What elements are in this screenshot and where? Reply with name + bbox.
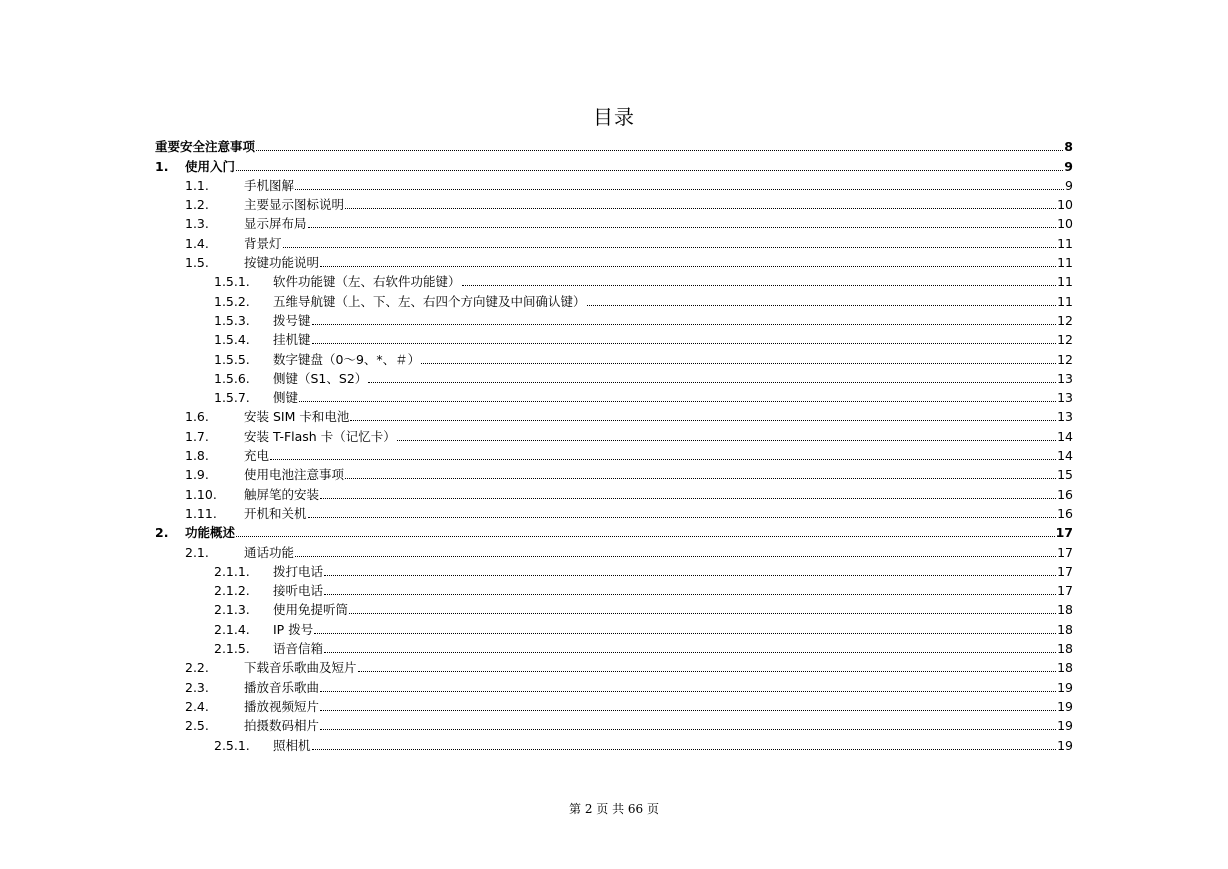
toc-entry-title: 安装 SIM 卡和电池: [244, 409, 350, 425]
dot-leader: [345, 477, 1056, 479]
toc-entry-title: 五维导航键（上、下、左、右四个方向键及中间确认键）: [273, 293, 586, 309]
toc-entry[interactable]: [155, 213, 1073, 232]
table-of-contents: [155, 136, 1073, 754]
toc-entry-page: 19: [1057, 737, 1073, 753]
toc-entry-number: 1.5.7.: [214, 390, 250, 406]
toc-entry[interactable]: [155, 232, 1073, 251]
toc-entry-title: 侧键（S1、S2）: [273, 370, 368, 386]
toc-entry-page: 13: [1057, 390, 1073, 406]
toc-entry-title: 下载音乐歌曲及短片: [244, 660, 357, 676]
toc-entry[interactable]: [155, 406, 1073, 425]
toc-entry-title: 开机和关机: [244, 505, 307, 521]
dot-leader: [312, 323, 1057, 325]
toc-entry[interactable]: [155, 676, 1073, 695]
toc-entry-title: 拨号键: [273, 312, 311, 328]
toc-entry-title: 拨打电话: [273, 563, 324, 579]
toc-entry-title: 触屏笔的安装: [244, 486, 320, 502]
toc-entry[interactable]: [155, 541, 1073, 560]
toc-entry[interactable]: [155, 657, 1073, 676]
toc-entry-number: 1.5.6.: [214, 370, 250, 386]
toc-entry-number: 2.: [155, 525, 169, 541]
dot-leader: [421, 362, 1056, 364]
toc-entry-number: 2.1.3.: [214, 602, 250, 618]
toc-entry-title: 语音信箱: [273, 641, 324, 657]
dot-leader: [462, 284, 1057, 286]
dot-leader: [270, 458, 1056, 460]
toc-entry-number: 1.3.: [185, 216, 209, 232]
toc-entry-title: 通话功能: [244, 544, 295, 560]
toc-entry[interactable]: [155, 561, 1073, 580]
toc-entry-page: 14: [1057, 428, 1073, 444]
toc-entry-number: 1.5.3.: [214, 312, 250, 328]
toc-entry-page: 12: [1057, 351, 1073, 367]
toc-entry-page: 13: [1057, 409, 1073, 425]
toc-entry[interactable]: [155, 194, 1073, 213]
toc-entry-page: 11: [1057, 255, 1073, 271]
toc-entry-number: 2.1.1.: [214, 563, 250, 579]
dot-leader: [358, 670, 1057, 672]
toc-entry-page: 19: [1057, 698, 1073, 714]
toc-entry-number: 1.2.: [185, 197, 209, 213]
toc-entry-title: 拍摄数码相片: [244, 718, 320, 734]
dot-leader: [350, 419, 1056, 421]
toc-entry-number: 1.4.: [185, 235, 209, 251]
toc-entry-title: 重要安全注意事项: [155, 139, 256, 155]
dot-leader: [397, 439, 1056, 441]
toc-entry-page: 17: [1055, 525, 1073, 541]
toc-entry-page: 16: [1057, 486, 1073, 502]
toc-entry[interactable]: [155, 348, 1073, 367]
toc-entry[interactable]: [155, 696, 1073, 715]
toc-entry[interactable]: [155, 483, 1073, 502]
toc-entry[interactable]: [155, 715, 1073, 734]
toc-entry-page: 18: [1057, 602, 1073, 618]
toc-entry[interactable]: [155, 155, 1073, 174]
toc-entry-number: 2.1.4.: [214, 621, 250, 637]
dot-leader: [308, 516, 1057, 518]
toc-entry-page: 12: [1057, 312, 1073, 328]
toc-entry-page: 11: [1057, 293, 1073, 309]
toc-entry-page: 17: [1057, 583, 1073, 599]
toc-entry-number: 1.5.4.: [214, 332, 250, 348]
dot-leader: [312, 748, 1057, 750]
toc-entry-page: 14: [1057, 448, 1073, 464]
toc-entry-title: 手机图解: [244, 177, 295, 193]
toc-entry-number: 1.1.: [185, 177, 209, 193]
toc-entry-title: 显示屏布局: [244, 216, 307, 232]
dot-leader: [320, 690, 1056, 692]
toc-entry-title: 侧键: [273, 390, 299, 406]
toc-entry[interactable]: [155, 522, 1073, 541]
toc-entry-title: 主要显示图标说明: [244, 197, 345, 213]
dot-leader: [320, 709, 1056, 711]
toc-entry-page: 18: [1057, 660, 1073, 676]
toc-entry[interactable]: [155, 136, 1073, 155]
dot-leader: [236, 169, 1063, 171]
dot-leader: [324, 593, 1056, 595]
toc-entry-title: 播放音乐歌曲: [244, 679, 320, 695]
toc-entry-page: 17: [1057, 544, 1073, 560]
dot-leader: [587, 304, 1057, 306]
toc-entry-number: 1.7.: [185, 428, 209, 444]
toc-entry-number: 2.1.: [185, 544, 209, 560]
dot-leader: [308, 226, 1057, 228]
toc-entry-number: 2.1.5.: [214, 641, 250, 657]
toc-entry[interactable]: [155, 503, 1073, 522]
dot-leader: [324, 574, 1056, 576]
toc-entry-title: 播放视频短片: [244, 698, 320, 714]
dot-leader: [324, 651, 1056, 653]
toc-entry-page: 16: [1057, 505, 1073, 521]
toc-entry-number: 2.1.2.: [214, 583, 250, 599]
toc-entry-title: 按键功能说明: [244, 255, 320, 271]
toc-entry[interactable]: [155, 368, 1073, 387]
dot-leader: [368, 381, 1056, 383]
toc-entry-page: 18: [1057, 621, 1073, 637]
toc-entry-page: 13: [1057, 370, 1073, 386]
dot-leader: [320, 497, 1056, 499]
toc-entry-number: 2.5.: [185, 718, 209, 734]
toc-entry-title: 背景灯: [244, 235, 282, 251]
toc-entry-page: 17: [1057, 563, 1073, 579]
dot-leader: [236, 535, 1055, 537]
toc-entry-number: 1.11.: [185, 505, 217, 521]
toc-entry[interactable]: [155, 271, 1073, 290]
toc-entry[interactable]: [155, 387, 1073, 406]
toc-entry-page: 12: [1057, 332, 1073, 348]
toc-entry-page: 9: [1064, 158, 1073, 174]
toc-entry-title: 功能概述: [185, 525, 236, 541]
toc-entry[interactable]: [155, 638, 1073, 657]
toc-entry[interactable]: [155, 175, 1073, 194]
toc-entry-title: 使用免提听筒: [273, 602, 349, 618]
toc-entry-number: 2.4.: [185, 698, 209, 714]
toc-entry-title: 软件功能键（左、右软件功能键）: [273, 274, 461, 290]
toc-entry-page: 15: [1057, 467, 1073, 483]
dot-leader: [256, 149, 1063, 151]
toc-entry-number: 1.5.5.: [214, 351, 250, 367]
toc-entry-number: 1.5.1.: [214, 274, 250, 290]
toc-entry-title: IP 拨号: [273, 621, 314, 637]
toc-entry-page: 10: [1057, 197, 1073, 213]
toc-entry[interactable]: [155, 734, 1073, 753]
toc-entry[interactable]: [155, 464, 1073, 483]
toc-entry-number: 1.6.: [185, 409, 209, 425]
dot-leader: [320, 265, 1056, 267]
dot-leader: [320, 728, 1056, 730]
toc-entry-number: 1.8.: [185, 448, 209, 464]
toc-entry-number: 2.2.: [185, 660, 209, 676]
toc-entry-page: 8: [1064, 139, 1073, 155]
toc-entry-title: 使用入门: [185, 158, 236, 174]
toc-entry-title: 照相机: [273, 737, 311, 753]
toc-entry[interactable]: [155, 252, 1073, 271]
dot-leader: [312, 342, 1057, 344]
dot-leader: [299, 400, 1056, 402]
toc-entry-page: 11: [1057, 235, 1073, 251]
toc-entry-number: 1.10.: [185, 486, 217, 502]
toc-entry-number: 1.5.2.: [214, 293, 250, 309]
toc-entry-number: 2.5.1.: [214, 737, 250, 753]
page-footer: 第 2 页 共 66 页: [569, 802, 659, 816]
toc-entry[interactable]: [155, 599, 1073, 618]
toc-entry[interactable]: [155, 425, 1073, 444]
toc-entry-page: 11: [1057, 274, 1073, 290]
dot-leader: [345, 207, 1056, 209]
toc-entry-title: 使用电池注意事项: [244, 467, 345, 483]
toc-entry-page: 9: [1065, 177, 1073, 193]
toc-entry[interactable]: [155, 618, 1073, 637]
toc-entry[interactable]: [155, 310, 1073, 329]
toc-entry-number: 2.3.: [185, 679, 209, 695]
toc-entry-title: 数字键盘（0～9、*、＃）: [273, 351, 421, 367]
toc-entry-page: 18: [1057, 641, 1073, 657]
toc-entry-title: 充电: [244, 448, 270, 464]
toc-entry-title: 挂机键: [273, 332, 311, 348]
dot-leader: [283, 246, 1057, 248]
toc-entry-title: 接听电话: [273, 583, 324, 599]
toc-entry[interactable]: [155, 329, 1073, 348]
toc-entry[interactable]: [155, 445, 1073, 464]
toc-entry-page: 19: [1057, 679, 1073, 695]
toc-entry-page: 19: [1057, 718, 1073, 734]
toc-entry-number: 1.9.: [185, 467, 209, 483]
dot-leader: [349, 612, 1056, 614]
dot-leader: [295, 555, 1056, 557]
toc-entry-number: 1.: [155, 158, 169, 174]
dot-leader: [295, 188, 1064, 190]
page-title: 目录: [593, 105, 635, 129]
toc-entry[interactable]: [155, 290, 1073, 309]
toc-entry-page: 10: [1057, 216, 1073, 232]
toc-entry-title: 安装 T-Flash 卡（记忆卡）: [244, 428, 396, 444]
dot-leader: [314, 632, 1056, 634]
toc-entry[interactable]: [155, 580, 1073, 599]
toc-entry-number: 1.5.: [185, 255, 209, 271]
